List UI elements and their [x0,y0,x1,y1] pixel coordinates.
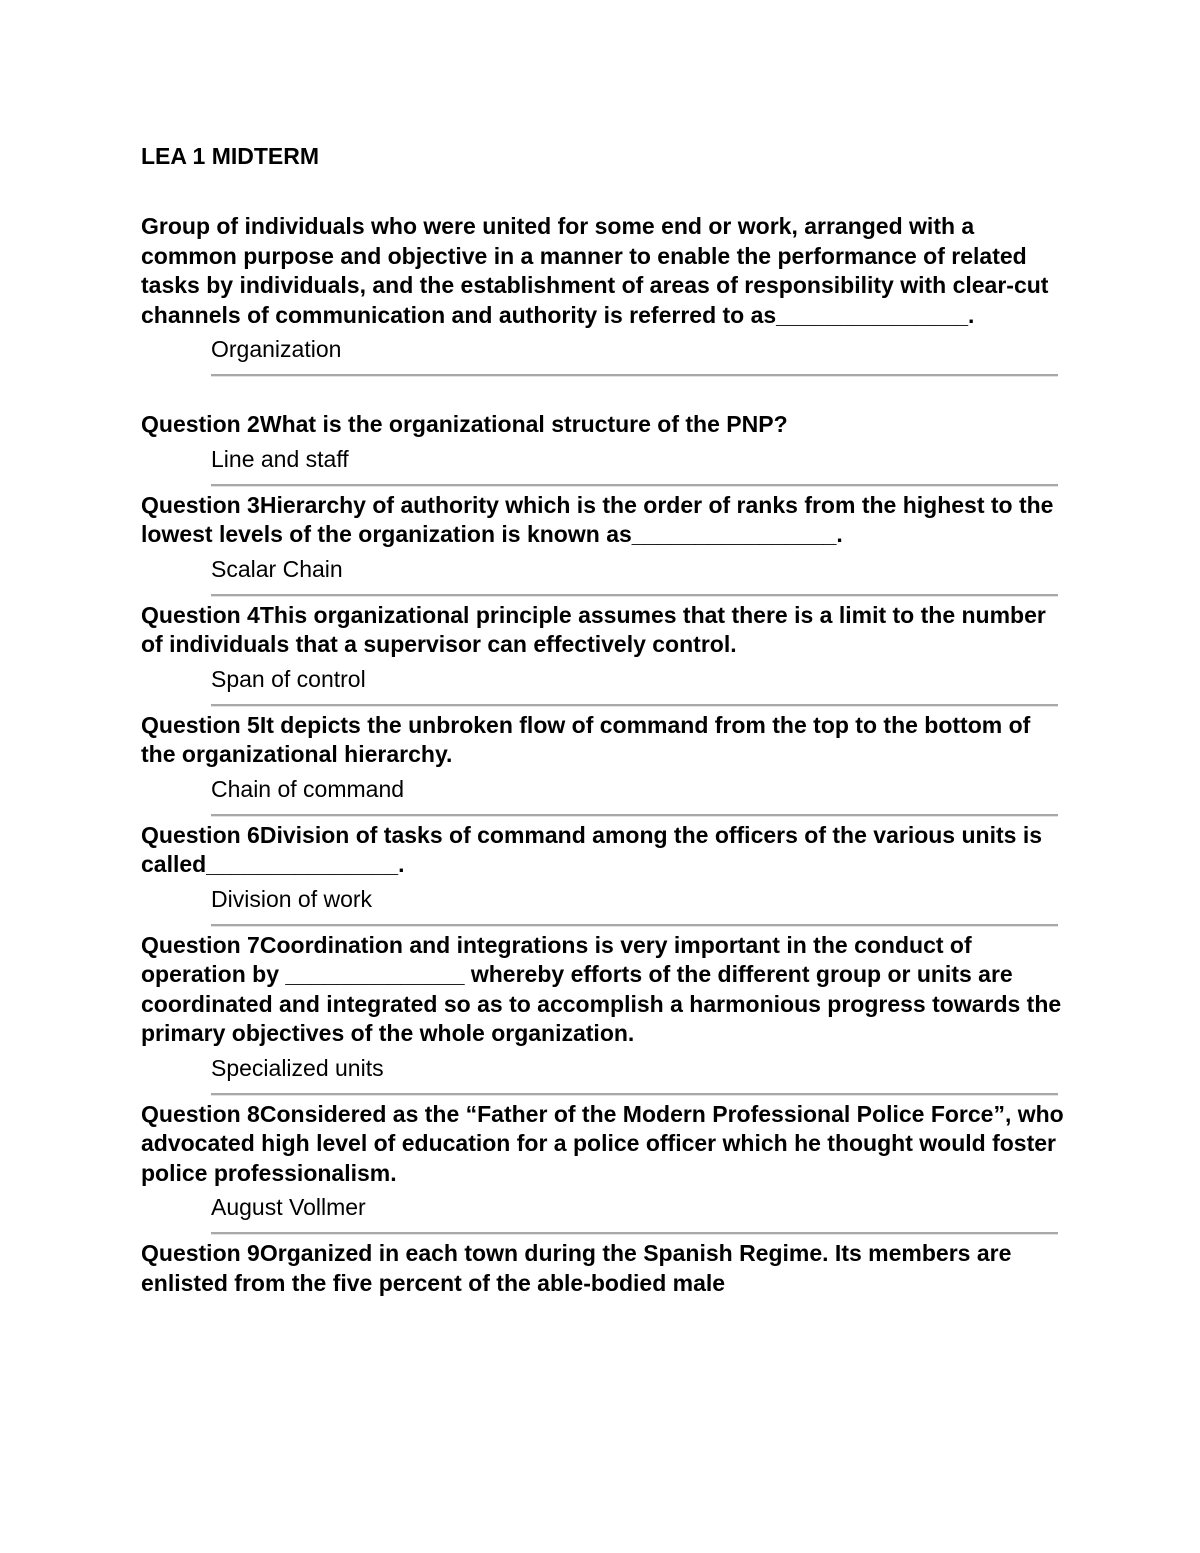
question-body: This organizational principle assumes that there is a limit to the number of individuals that a supervisor can effectively control. [141,601,1046,657]
question-divider [211,374,1058,377]
document-title: LEA 1 MIDTERM [141,143,320,169]
question-label: Question 2 [141,411,260,437]
question-label: Question 3 [141,491,260,518]
question-label: Question 7 [141,931,260,958]
question-answer: Span of control [211,665,366,692]
question-7 [141,927,1071,1096]
question-body: It depicts the unbroken flow of command from the top to the bottom of the organizational hierarchy. [141,711,1031,767]
question-answer: Scalar Chain [211,555,343,582]
intro-question [141,212,1071,377]
question-body: Coordination and integrations is very important in the conduct of operation by ______________ whereby efforts of the different group or units are coordinated and integrated so as to accomplish a harmonious progress towards the primary objectives of the whole organization. [141,931,1062,1046]
question-5 [141,707,1071,817]
question-body: What is the organizational structure of the PNP? [259,411,788,437]
question-label: Question 8 [141,1100,260,1127]
question-label: Question 6 [141,821,260,848]
question-text [141,707,1071,770]
question-answer: Chain of command [211,775,405,802]
question-2 [141,406,1071,487]
question-text [141,487,1071,550]
question-body: Considered as the “Father of the Modern Professional Police Force”, who advocated high level of education for a police officer which he thought would foster police professionalism. [141,1100,1064,1186]
question-label: Question 9 [141,1240,260,1266]
question-answer: August Vollmer [211,1194,366,1220]
question-answer: Division of work [211,885,373,912]
question-list [141,406,1071,1298]
question-answer: Specialized units [211,1054,384,1081]
question-label: Question 5 [141,711,260,738]
question-body: Division of tasks of command among the officers of the various units is called_______________. [141,821,1042,877]
question-text [141,406,1071,440]
intro-answer: Organization [211,336,342,362]
question-text [141,1235,1071,1298]
question-label: Question 4 [141,601,260,628]
question-body: Hierarchy of authority which is the order of ranks from the highest to the lowest levels of the organization is known as________________. [141,491,1054,547]
question-4 [141,597,1071,707]
intro-question-text: Group of individuals who were united for some end or work, arranged with a common purpose and objective in a manner to enable the performance of related tasks by individuals, and the establishment of areas of responsibility with clear-cut channels of communication and authority is referred to as_______________. [141,213,1049,328]
question-text [141,597,1071,660]
question-text [141,1096,1071,1189]
question-9 [141,1235,1071,1298]
question-8 [141,1096,1071,1236]
question-6 [141,817,1071,927]
question-text [141,817,1071,880]
question-answer: Line and staff [211,445,349,472]
question-3 [141,487,1071,597]
question-body: Organized in each town during the Spanish Regime. Its members are enlisted from the five percent of the able-bodied male [141,1240,1012,1296]
question-text [141,927,1071,1049]
